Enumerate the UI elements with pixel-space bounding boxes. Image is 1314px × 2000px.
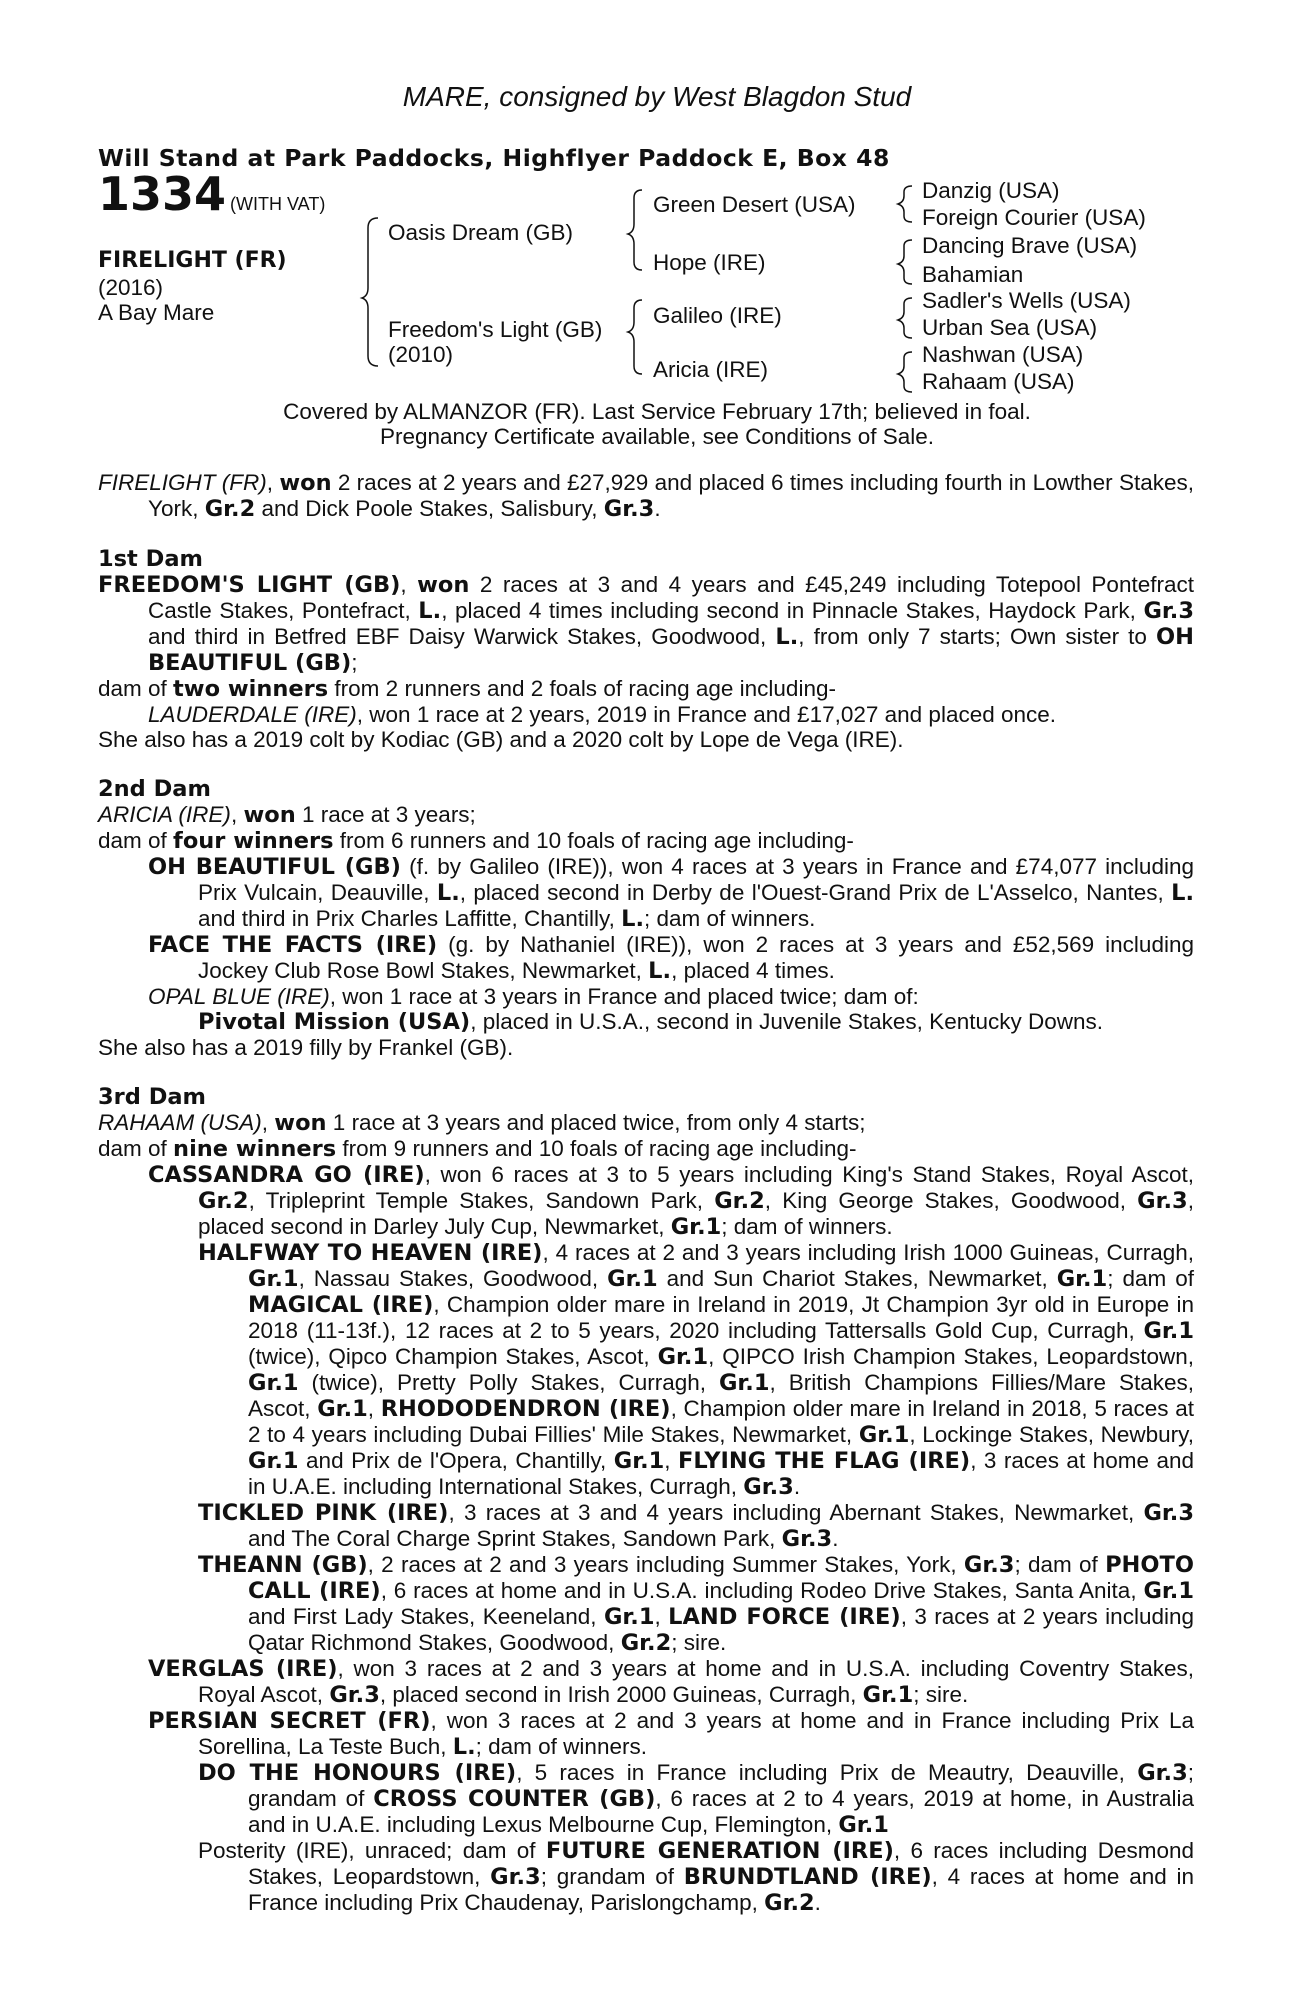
grade: Gr.1 [248,1370,299,1396]
pedigree-dam: Freedom's Light (GB) [388,317,603,342]
text: ; grandam of [540,1864,684,1889]
foal-name: FACE THE FACTS (IRE) [148,932,438,958]
grade: Gr.3 [1143,1500,1195,1526]
foal-name: LAND FORCE (IRE) [668,1604,901,1630]
dam3-foal-persian-secret [98,1708,1194,1760]
dam3-produce [98,1136,1194,1162]
pedigree-ggs-1: Danzig (USA) [922,178,1060,203]
dam1-record: FREEDOM'S LIGHT (GB), won 2 races at 3 and 4 years and £45,249 including Totepool Pontefract Castle Stakes, Pontefract, L., placed 4 times including second in Pinnacle Stakes, Haydock Park, Gr.3 and third in Betfred EBF Daisy Warwick Stakes, Goodwood, L., from only 7 starts; Own sister to OH BEAUTIFUL (GB); [98,572,1194,676]
text: Posterity (IRE), unraced; dam of [198,1838,546,1863]
pedigree-ggd-3: Urban Sea (USA) [922,315,1098,340]
section-title-3rd-dam: 3rd Dam [98,1084,206,1110]
vat-note: (WITH VAT) [230,194,326,214]
grade: Gr.1 [1056,1266,1108,1292]
grade: Gr.3 [1137,1760,1188,1786]
brace-g3-1 [898,186,912,222]
pedigree-ggd-1: Foreign Courier (USA) [922,205,1146,230]
text: , 6 races at 2 to 4 years, 2019 at home, in Australia and in U.A.E. including Lexus Melbourne Cup, Flemington, [248,1786,1194,1837]
text: , won 3 races at 2 and 3 years at home and in U.S.A. including Coventry Stakes, Royal Ascot, [198,1656,1195,1707]
text: , Nassau Stakes, Goodwood, [298,1266,608,1291]
text: , 3 races at 3 and 4 years including Abernant Stakes, Newmarket, [448,1500,1144,1525]
text: , 6 races including Desmond Stakes, Leopardstown, [248,1838,1195,1889]
grade: Gr.3 [329,1682,380,1708]
text: 1 race at 3 years; [295,802,476,827]
text: , QIPCO Irish Champion Stakes, Leopardstown, [708,1344,1194,1369]
text: , 5 races in France including Prix de Meautry, Deauville, [516,1760,1138,1785]
lot-number: 1334 [98,167,227,221]
horse-name: FIRELIGHT (FR) [98,248,287,273]
sister-name: OH BEAUTIFUL (GB) [148,624,1194,676]
text: from 6 runners and 10 foals of racing age including- [333,828,854,853]
text: , placed 4 times including second in Pinnacle Stakes, Haydock Park, [441,598,1144,623]
section-title-2nd-dam: 2nd Dam [98,776,211,802]
dam3-record: RAHAAM (USA), won 1 race at 3 years and placed twice, from only 4 starts; [98,1110,866,1136]
text: ; dam of winners. [644,906,816,931]
text: , 4 races at 2 and 3 years including Irish 1000 Guineas, Curragh, [542,1240,1195,1265]
text: ; sire. [913,1682,969,1707]
foal-name: BRUNDTLAND (IRE) [683,1864,932,1890]
text: and First Lady Stakes, Keeneland, [248,1604,604,1629]
foal-name: TICKLED PINK (IRE) [198,1500,449,1526]
text: . [814,1890,821,1915]
text: and Sun Chariot Stakes, Newmarket, [657,1266,1057,1291]
brace-generation2-top [628,190,642,270]
text: ; [351,650,358,675]
dam2-foal-2 [98,932,1194,984]
text: 2 races at 2 years and £27,929 and placed 6 times including fourth in Lowther Stakes, York, [148,470,1194,521]
horse-name-ref: FIRELIGHT (FR) [98,470,267,495]
grade: Gr.1 [670,1214,722,1240]
dam3-grandfoal-tickled-pink [98,1500,1194,1552]
dam2-record: ARICIA (IRE), won 1 race at 3 years; [98,802,476,828]
grade: Gr.1 [718,1370,770,1396]
foal-name: RHODODENDRON (IRE) [380,1396,671,1422]
text: and The Coral Charge Sprint Stakes, Sandown Park, [248,1526,782,1551]
text: , Champion older mare in Ireland in 2019, Jt Champion 3yr old in Europe in 2018 (11-13f.), 12 races at 2 to 5 years, 2020 including Tattersalls Gold Cup, Curragh, [248,1292,1194,1343]
foal-name: THEANN (GB) [198,1552,368,1578]
foal-name: VERGLAS (IRE) [148,1656,338,1682]
dam2-foal-3 [98,984,1194,1009]
grade: Gr.2 [714,1188,765,1214]
grade: Gr.2 [204,496,256,522]
pedigree-ggs-3: Sadler's Wells (USA) [922,288,1131,313]
text: from 9 runners and 10 foals of racing age including- [336,1136,857,1161]
foal-name: FUTURE GENERATION (IRE) [545,1838,894,1864]
grade: Gr.3 [1137,1188,1188,1214]
text: , 4 races at home and in France including Prix Chaudenay, Parislongchamp, [248,1864,1194,1915]
grade: Gr.3 [603,496,655,522]
grade: Gr.1 [317,1396,368,1422]
text: , 3 races at 2 years including Qatar Richmond Stakes, Goodwood, [248,1604,1194,1655]
grade: L. [452,1734,476,1760]
brace-generation1 [362,218,378,366]
text: , won 6 races at 3 to 5 years including King's Stand Stakes, Royal Ascot, [424,1162,1194,1187]
foal-name: DO THE HONOURS (IRE) [198,1760,517,1786]
catalogue-body [98,470,1194,1916]
grade: Gr.1 [862,1682,914,1708]
foal-name: CROSS COUNTER (GB) [373,1786,656,1812]
horse-description: A Bay Mare [98,300,215,325]
foal-name: OPAL BLUE (IRE) [148,984,330,1009]
dam-name: FREEDOM'S LIGHT (GB) [98,572,401,598]
text: ; dam of [1107,1266,1194,1291]
foal-name: LAUDERDALE (IRE) [148,702,357,727]
grade: L. [775,624,799,650]
dam3-foal-verglas [98,1656,1194,1708]
dam1-foal [98,702,1194,727]
brace-g3-4 [898,352,912,392]
grade: Gr.1 [603,1604,655,1630]
text: , won 3 races at 2 and 3 years at home and in France including Prix La Sorellina, La Teste Buch, [198,1708,1194,1759]
text: . [793,1474,801,1499]
grade: Gr.1 [607,1266,658,1292]
text: dam of [98,828,174,853]
text: , won 1 race at 3 years in France and placed twice; dam of: [329,984,919,1009]
text: (twice), Qipco Champion Stakes, Ascot, [248,1344,658,1369]
winner-count: nine winners [173,1136,337,1162]
text: , King George Stakes, Goodwood, [764,1188,1138,1213]
text: , placed second in Darley July Cup, Newmarket, [198,1188,1194,1239]
text: ; dam of winners. [721,1214,893,1239]
grade: L. [648,958,672,984]
grade: Gr.2 [198,1188,249,1214]
grade: Gr.2 [764,1890,815,1916]
brace-g3-3 [898,298,912,338]
covering-note [0,399,1314,449]
text: and third in Betfred EBF Daisy Warwick Stakes, Goodwood, [148,624,776,649]
consignor-heading: MARE, consigned by West Blagdon Stud [402,81,912,112]
dam1-also: She also has a 2019 colt by Kodiac (GB) and a 2020 colt by Lope de Vega (IRE). [98,727,904,752]
text: , placed second in Derby de l'Ouest-Grand Prix de L'Asselco, Nantes, [459,880,1172,905]
foal-name: MAGICAL (IRE) [248,1292,434,1318]
dam3-grandfoal-do-the-honours [98,1760,1194,1838]
text: 2 races at 3 and 4 years and £45,249 including Totepool Pontefract Castle Stakes, Pontefract, [148,572,1194,623]
dam2-grandfoal [98,1009,1194,1035]
foal-name: OH BEAUTIFUL (GB) [148,854,401,880]
pedigree-dam-dam: Aricia (IRE) [653,357,769,382]
text: , from only 7 starts; Own sister to [798,624,1157,649]
grade: L. [621,906,645,932]
section-title-1st-dam: 1st Dam [98,546,203,572]
won-label: won [243,802,296,828]
text: ; grandam of [248,1760,1195,1811]
text: , 6 races at home and in U.S.A. including Rodeo Drive Stakes, Santa Anita, [380,1578,1144,1603]
text: , Lockinge Stakes, Newbury, [909,1422,1194,1447]
foal-name: FLYING THE FLAG (IRE) [678,1448,971,1474]
stabling-location: Will Stand at Park Paddocks, Highflyer Paddock E, Box 48 [98,144,890,172]
pregnancy-line: Pregnancy Certificate available, see Conditions of Sale. [379,424,935,449]
foal-name: PERSIAN SECRET (FR) [148,1708,431,1734]
text: , placed second in Irish 2000 Guineas, Curragh, [379,1682,863,1707]
foal-name: PHOTO CALL (IRE) [248,1552,1194,1604]
grade: L. [436,880,460,906]
text: , 3 races at home and in U.A.E. including International Stakes, Curragh, [248,1448,1194,1499]
brace-g3-2 [898,240,912,284]
dam2-foal-1 [98,854,1194,932]
grade: Gr.2 [620,1630,672,1656]
dam-name: RAHAAM (USA) [98,1110,262,1135]
text: , 2 races at 2 and 3 years including Summer Stakes, York, [367,1552,964,1577]
dam2-produce [98,828,1194,854]
text: . [832,1526,839,1551]
pedigree-ggd-2: Bahamian [922,262,1024,287]
text: (twice), Pretty Polly Stakes, Curragh, [298,1370,719,1395]
pedigree-dam-sire: Galileo (IRE) [653,303,782,328]
text: . [654,496,661,521]
text: , Tripleprint Temple Stakes, Sandown Park, [248,1188,715,1213]
text: , [664,1448,679,1473]
won-label: won [274,1110,327,1136]
text: ; sire. [671,1630,727,1655]
grade: Gr.1 [657,1344,709,1370]
text: , British Champions Fillies/Mare Stakes, Ascot, [248,1370,1194,1421]
grade: Gr.3 [490,1864,541,1890]
grade: Gr.3 [781,1526,833,1552]
foal-name: CASSANDRA GO (IRE) [148,1162,425,1188]
winner-count: two winners [173,676,329,702]
grade: Gr.1 [1143,1318,1194,1344]
dam2-also: She also has a 2019 filly by Frankel (GB). [98,1035,514,1060]
dam3-foal-cassandra-go [98,1162,1194,1240]
text: dam of [98,1136,174,1161]
won-label: won [279,470,332,496]
text: ; dam of winners. [475,1734,647,1759]
dam1-produce [98,676,1194,702]
grade: Gr.3 [1143,598,1194,624]
text: , placed in U.S.A., second in Juvenile Stakes, Kentucky Downs. [470,1009,1104,1034]
text: , [654,1604,669,1629]
pedigree-ggd-4: Rahaam (USA) [922,369,1075,394]
text: , Champion older mare in Ireland in 2018, 5 races at 2 to 4 years including Dubai Fillies' Mile Stakes, Newmarket, [248,1396,1194,1447]
dam-name: ARICIA (IRE) [98,802,231,827]
dam3-grandfoal-halfway [98,1240,1194,1500]
pedigree-sire-sire: Green Desert (USA) [653,192,856,217]
grade: Gr.1 [613,1448,665,1474]
text: (f. by Galileo (IRE)), won 4 races at 3 years in France and £74,077 including Prix Vulcain, Deauville, [198,854,1194,905]
won-label: won [417,572,470,598]
text: and third in Prix Charles Laffitte, Chantilly, [198,906,622,931]
text: dam of [98,676,174,701]
text: and Dick Poole Stakes, Salisbury, [255,496,604,521]
text: ; dam of [1014,1552,1106,1577]
pedigree-ggs-4: Nashwan (USA) [922,342,1084,367]
grade: Gr.1 [1143,1578,1194,1604]
dam3-grandfoal-theann [98,1552,1194,1656]
pedigree-dam-year: (2010) [388,342,454,367]
grade: Gr.3 [743,1474,794,1500]
text: , placed 4 times. [671,958,835,983]
grade: Gr.1 [858,1422,910,1448]
text: , won 1 race at 2 years, 2019 in France and £17,027 and placed once. [356,702,1057,727]
foal-name: Pivotal Mission (USA) [198,1009,471,1035]
text: from 2 runners and 2 foals of racing age including- [328,676,836,701]
grade: L. [418,598,442,624]
winner-count: four winners [173,828,334,854]
horse-year: (2016) [98,275,164,300]
pedigree-ggs-2: Dancing Brave (USA) [922,233,1138,258]
grade: Gr.1 [838,1812,889,1838]
covering-line: Covered by ALMANZOR (FR). Last Service February 17th; believed in foal. [283,399,1031,424]
grade: Gr.1 [248,1266,299,1292]
dam3-grandfoal-posterity [98,1838,1194,1916]
text: and Prix de l'Opera, Chantilly, [298,1448,614,1473]
text: , [367,1396,381,1421]
text: (g. by Nathaniel (IRE)), won 2 races at 3 years and £52,569 including Jockey Club Rose Bowl Stakes, Newmarket, [198,932,1194,983]
pedigree-sire: Oasis Dream (GB) [388,220,574,245]
pedigree-sire-dam: Hope (IRE) [653,250,766,275]
grade: L. [1171,880,1194,906]
foal-name: HALFWAY TO HEAVEN (IRE) [198,1240,543,1266]
grade: Gr.3 [963,1552,1015,1578]
text: 1 race at 3 years and placed twice, from only 4 starts; [326,1110,866,1135]
race-record: FIRELIGHT (FR), won 2 races at 2 years and £27,929 and placed 6 times including fourth in Lowther Stakes, York, Gr.2 and Dick Poole Stakes, Salisbury, Gr.3. [98,470,1194,522]
grade: Gr.1 [248,1448,299,1474]
brace-generation2-bottom [628,300,642,374]
